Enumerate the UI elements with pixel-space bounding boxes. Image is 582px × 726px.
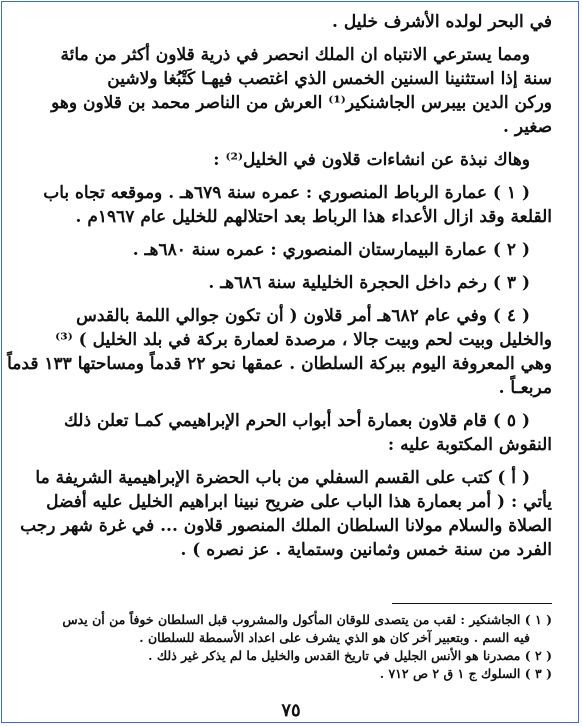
- body-line: مربعـاً .: [498, 378, 552, 398]
- footnote-line: ( ١ ) الجاشنكير : لقب من يتصدى للوقان المأكول والمشروب قبل السلطان خوفاً من أن يدس: [62, 612, 552, 627]
- body-line: ومما يسترعي الانتباه ان الملك انحصر في ذرية قلاون أكثر من مائة: [60, 45, 530, 65]
- body-line: ( ٣ ) رخم داخل الحجرة الخليلية سنة ٦٨٦هـ .: [208, 273, 530, 293]
- body-line: ( ٢ ) عمارة البيمارستان المنصوري : عمره سنة ٦٨٠هـ .: [132, 240, 530, 260]
- body-line: ( ٤ ) وفي عام ٦٨٢هـ أمر قلاون ( أن تكون جوالي اللمة بالقدس: [76, 306, 530, 326]
- body-line: وركن الدين بيبرس الجاشنكير⁽¹⁾ العرش من الناصر محمد بن قلاون وهو: [51, 93, 552, 113]
- footnote-line: ( ٣ ) السلوك ج ١ ق ٢ ص ٧١٢ .: [379, 666, 552, 681]
- body-line: صغير .: [503, 117, 552, 137]
- body-line: والخليل وبيت لحم وبيت جالا ، مرصدة لعمارة بركة في بلد الخليل ) ⁽³⁾: [55, 330, 552, 350]
- body-line: الفرد من سنة خمس وثمانين وستماية . عز نصره ) .: [180, 540, 552, 560]
- footnote-line: ( ٢ ) مصدرنا هو الأنس الجليل في تاريخ القدس والخليل ما لم يذكر غير ذلك .: [148, 648, 552, 663]
- footnote-line: فيه السم . وبتعبير آخر كان هو الذي يشرف على اعداد الأسمطة للسلطان .: [139, 630, 530, 645]
- body-line: ( ١ ) عمارة الرباط المنصوري : عمره سنة ٦٧٩هـ . وموقعه تجاه باب: [43, 183, 530, 203]
- body-line: يأتي : ( أمر بعمارة هذا الباب على ضريح نبينا ابراهيم الخليل عليه أفضل: [46, 492, 552, 512]
- body-line: الصلاة والسلام مولانا السلطان الملك المنصور قلاون ... في غرة شهر رجب: [20, 516, 552, 536]
- footnote-divider: [392, 603, 552, 604]
- body-line: في البحر لولده الأشرف خليل .: [332, 12, 552, 32]
- body-line: ( ٥ ) قام قلاون بعمارة أحد أبواب الحرم الإبراهيمي كمـا تعلن ذلك: [63, 411, 530, 431]
- body-line: النقوش المكتوبة عليه :: [387, 435, 552, 455]
- page-number: ٧٥: [281, 700, 301, 721]
- body-line: سنة إذا استثنينا السنين الخمس الذي اغتصب فيهـا كَتْبُغا ولاشين: [107, 69, 552, 89]
- body-line: وهي المعروفة اليوم ببركة السلطان . عمقها نحو ٢٢ قدماً ومساحتها ١٣٣ قدماً: [7, 354, 552, 374]
- document-body: [7, 10, 552, 562]
- body-line: القلعة وقد ازال الأعداء هذا الرباط بعد احتلالهم للخليل عام ١٩٦٧م .: [75, 207, 552, 227]
- body-line: وهاك نبذة عن انشاءات قلاون في الخليل⁽²⁾ :: [213, 150, 530, 170]
- footnotes: [24, 611, 552, 683]
- body-line: ( أ ) كتب على القسم السفلي من باب الحضرة الإبراهيمية الشريفة ما: [35, 468, 530, 488]
